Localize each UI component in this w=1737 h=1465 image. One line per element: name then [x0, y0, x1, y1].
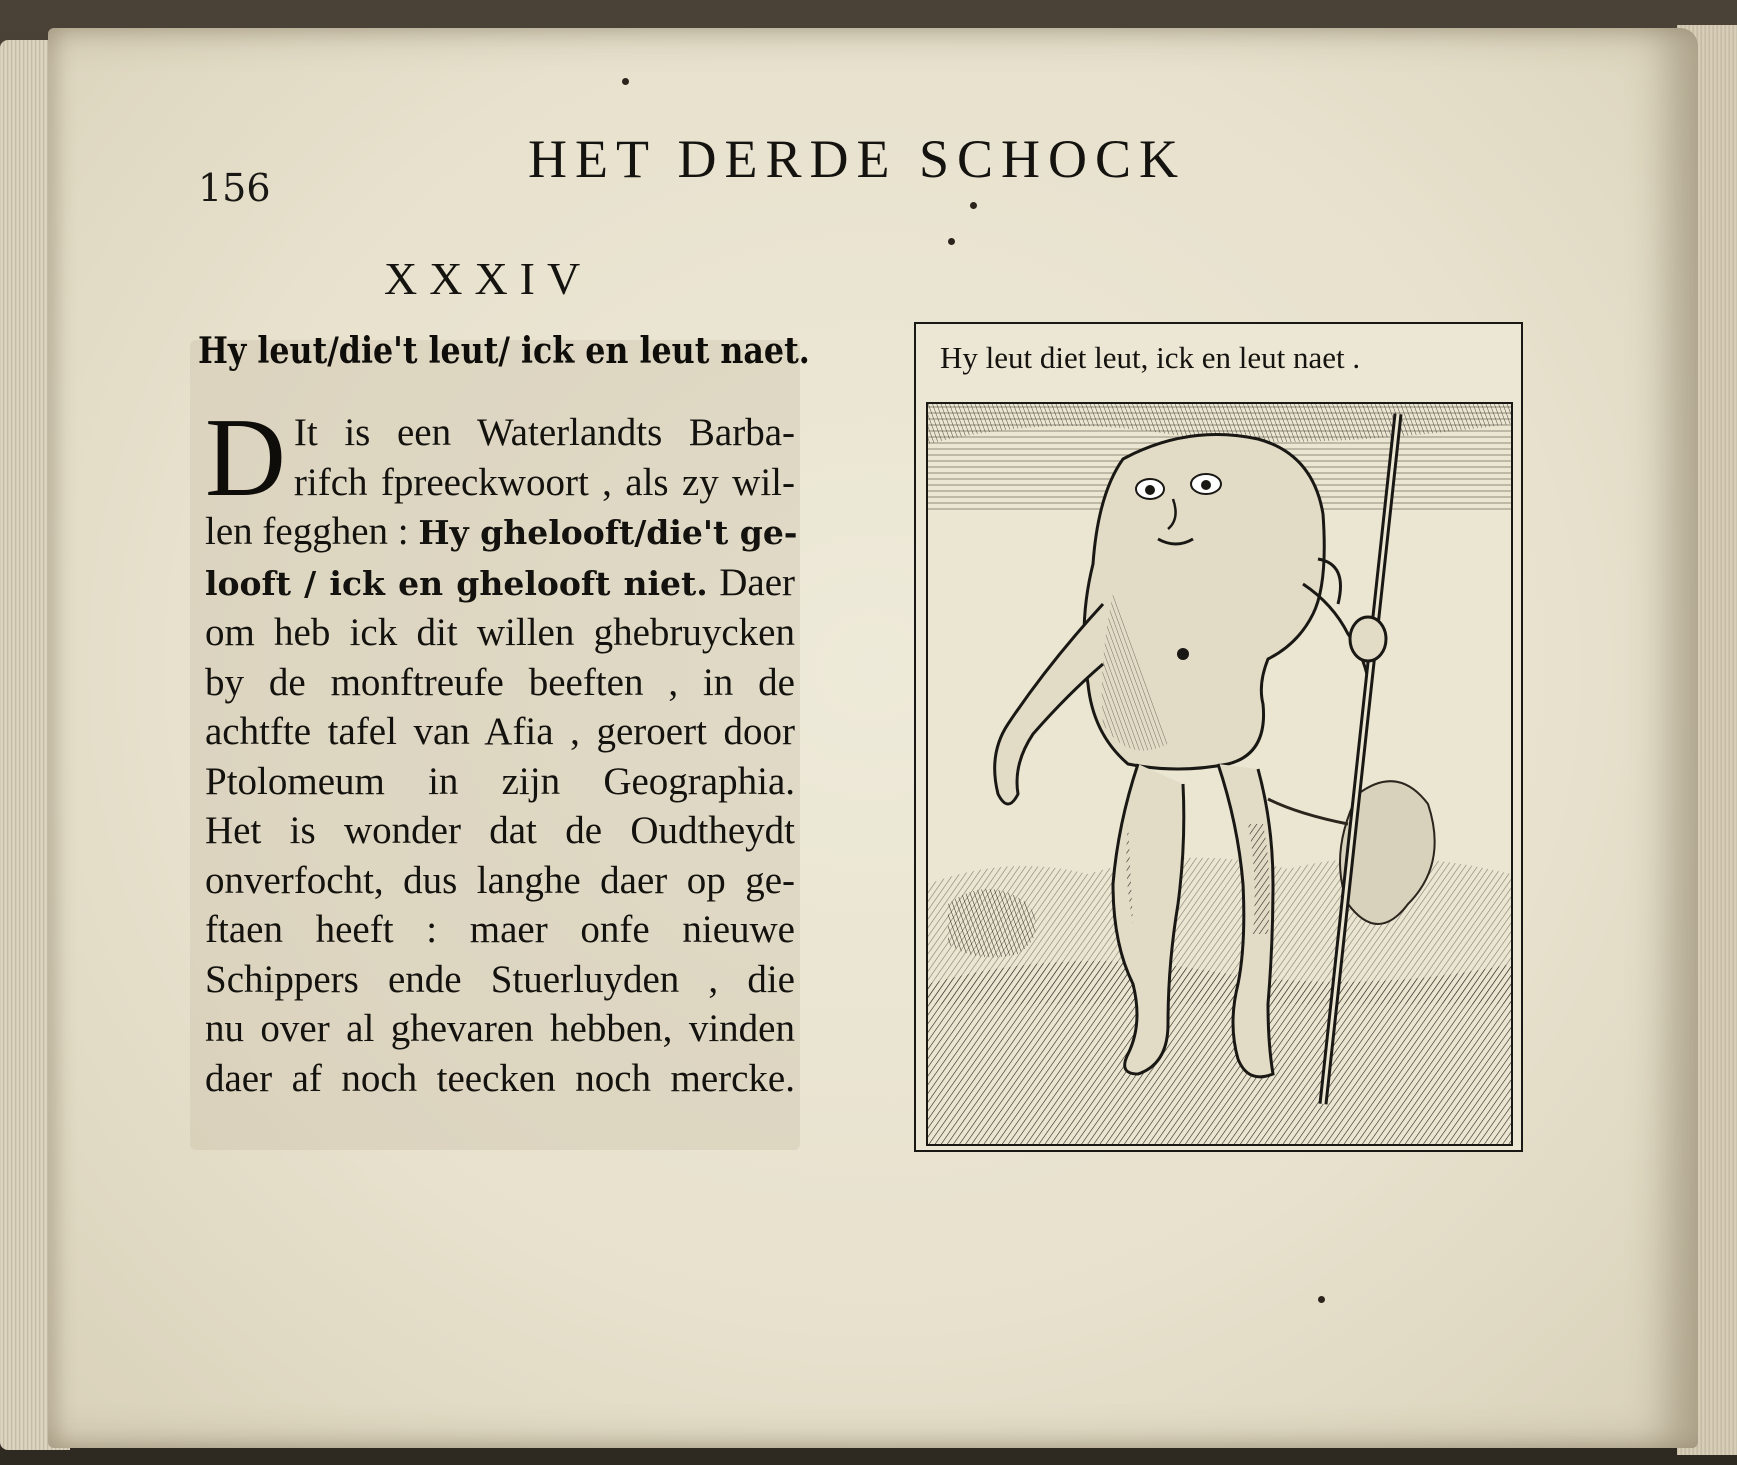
body-line-4 — [205, 558, 795, 609]
body-line-3 — [205, 507, 798, 558]
body-line-10: onverfocht, dus langhe daer op ge- — [205, 858, 795, 902]
body-line-2: rifch fpreeckwoort , als zy wil- — [293, 460, 795, 504]
body-line-12: Schippers ende Stuerluyden , die — [205, 957, 795, 1001]
ink-speck — [1318, 1296, 1325, 1303]
body-line-5: om heb ick dit willen ghebruycken — [205, 611, 795, 654]
running-head: HET DERDE SCHOCK — [528, 129, 1187, 189]
ink-speck — [622, 78, 629, 85]
ink-speck — [970, 202, 977, 209]
body-line-3-blackletter: Hy ghelooft/die't ge- — [418, 513, 798, 552]
chapter-number: XXXIV — [384, 253, 593, 304]
body-line-3-start: len fegghen : — [205, 510, 409, 553]
body-line-4-blackletter: looft / ick en ghelooft niet. — [205, 563, 708, 603]
body-line-6: by de monftreufe beeften , in de — [205, 660, 795, 704]
body-line-14: daer af noch teecken noch mercke. — [205, 1056, 795, 1100]
body-line-4-end: Daer — [719, 560, 796, 604]
page-number: 156 — [198, 166, 271, 210]
body-line-1: It is een Waterlandts Barba- — [293, 411, 795, 454]
engraving-caption: Hy leut diet leut, ick en leut naet . — [940, 340, 1361, 375]
body-line-8: Ptolomeum in zijn Geographia. — [205, 759, 795, 803]
ink-speck — [948, 238, 955, 245]
engraving-illustration — [926, 402, 1513, 1146]
body-line-11: ftaen heeft : maer onfe nieuwe — [205, 908, 795, 951]
body-line-13: nu over al ghevaren hebben, vinden — [205, 1007, 795, 1050]
body-line-9: Het is wonder dat de Oudtheydt — [205, 809, 795, 852]
headless-figure-engraving — [928, 404, 1511, 1144]
drop-cap: D — [205, 396, 286, 520]
proverb-title: Hy leut/die't leut/ ick en leut naet. — [198, 330, 810, 372]
body-text — [205, 396, 798, 1103]
body-line-7: achtfte tafel van Afia , geroert door — [205, 710, 795, 753]
